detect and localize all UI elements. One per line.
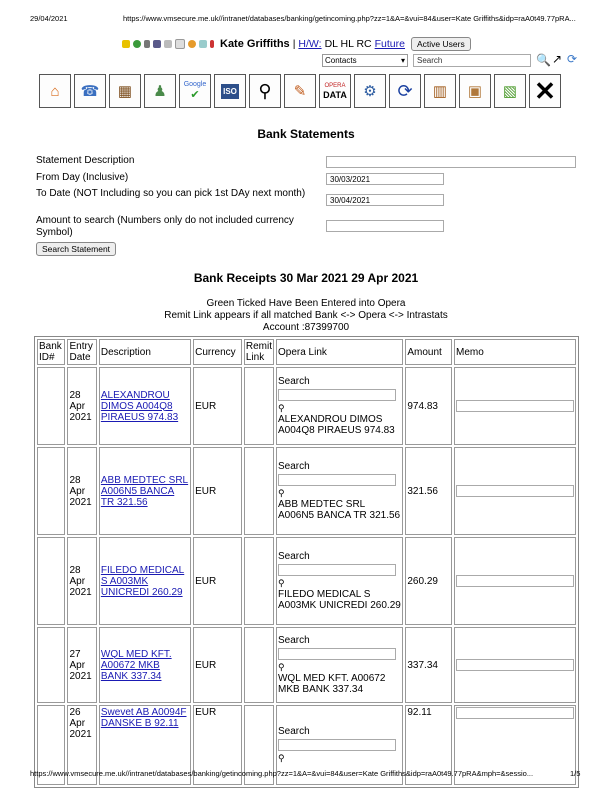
col-amount: Amount bbox=[405, 339, 452, 365]
amount-input[interactable] bbox=[326, 220, 444, 232]
user-codes: DL HL RC bbox=[324, 38, 372, 50]
col-bank-id: Bank ID# bbox=[37, 339, 65, 365]
cashier-icon[interactable]: ▦ bbox=[109, 74, 141, 108]
pen-icon[interactable] bbox=[144, 40, 150, 48]
window-icon[interactable] bbox=[164, 40, 172, 48]
search-zoom-icon[interactable]: 🔍 bbox=[536, 53, 551, 67]
opera-search-input[interactable] bbox=[278, 389, 396, 401]
hw-link[interactable]: H/W: bbox=[298, 38, 322, 50]
shopping-basket-icon[interactable]: ▥ bbox=[424, 74, 456, 108]
table-row bbox=[37, 627, 576, 703]
opera-link-cell bbox=[276, 627, 403, 703]
remit-link-cell bbox=[244, 627, 274, 703]
smiley-icon[interactable] bbox=[188, 40, 196, 48]
gears-icon[interactable]: ⚙ bbox=[354, 74, 386, 108]
bank-id-cell bbox=[37, 447, 65, 535]
opera-data-icon[interactable] bbox=[319, 74, 351, 108]
col-description: Description bbox=[99, 339, 191, 365]
memo-cell bbox=[454, 537, 576, 625]
opera-search-label: Search bbox=[277, 635, 310, 646]
entry-date-cell: 28 Apr 2021 bbox=[67, 367, 96, 445]
contacts-select-value: Contacts bbox=[325, 56, 357, 65]
from-day-input[interactable]: 30/03/2021 bbox=[326, 173, 444, 185]
remit-link-cell bbox=[244, 367, 274, 445]
page-icon[interactable] bbox=[175, 39, 185, 49]
opera-link-cell bbox=[276, 537, 403, 625]
currency-cell: EUR bbox=[193, 447, 242, 535]
description-label: Statement Description bbox=[36, 155, 135, 166]
opera-label: OPERA bbox=[324, 83, 346, 89]
description-link[interactable]: Swevet AB A0094F DANSKE B 92.11 bbox=[100, 707, 187, 729]
memo-cell bbox=[454, 367, 576, 445]
col-remit-link: Remit Link bbox=[245, 341, 272, 363]
user-bar bbox=[122, 37, 471, 51]
chevron-down-icon: ▾ bbox=[400, 56, 405, 65]
globe-icon[interactable] bbox=[133, 40, 141, 48]
iso-icon[interactable] bbox=[214, 74, 246, 108]
separator: | bbox=[292, 38, 296, 50]
refresh-icon[interactable]: ⟳ bbox=[389, 74, 421, 108]
receipts-table bbox=[34, 336, 579, 788]
magnifier-icon[interactable]: ⚲ bbox=[277, 753, 285, 763]
current-user: Kate Griffiths bbox=[220, 38, 290, 50]
opera-match-text: FILEDO MEDICAL S A003MK UNICREDI 260.29 bbox=[277, 589, 401, 611]
table-header-row bbox=[37, 339, 576, 365]
table-row bbox=[37, 447, 576, 535]
remit-link-cell bbox=[244, 537, 274, 625]
magnifier-icon[interactable]: ⚲ bbox=[277, 488, 285, 498]
opera-link-cell bbox=[276, 367, 403, 445]
iso-label: ISO bbox=[221, 84, 239, 99]
opera-search-input[interactable] bbox=[278, 564, 396, 576]
opera-search-label: Search bbox=[277, 461, 310, 472]
close-x-icon[interactable]: ✕ bbox=[529, 74, 561, 108]
print-date: 29/04/2021 bbox=[30, 14, 68, 23]
toolbar bbox=[39, 74, 564, 108]
amount-cell: 321.56 bbox=[405, 447, 452, 535]
to-date-label: To Date (NOT Including so you can pick 1st DAy next month) bbox=[36, 188, 306, 199]
col-currency: Currency bbox=[193, 339, 242, 365]
opera-match-text: ABB MEDTEC SRL A006N5 BANCA TR 321.56 bbox=[277, 499, 401, 521]
amount-cell: 974.83 bbox=[405, 367, 452, 445]
home-icon[interactable]: ⌂ bbox=[39, 74, 71, 108]
receipts-note-green: Green Ticked Have Been Entered into Opera bbox=[206, 298, 406, 309]
opera-search-input[interactable] bbox=[278, 648, 396, 660]
magnifier-icon[interactable]: ⚲ bbox=[277, 403, 285, 413]
currency-cell: EUR bbox=[193, 627, 242, 703]
opera-search-label: Search bbox=[277, 726, 310, 737]
table-row bbox=[37, 367, 576, 445]
active-users-button[interactable]: Active Users bbox=[411, 37, 471, 51]
description-cell bbox=[99, 537, 191, 625]
magnifier-icon[interactable]: ⚲ bbox=[277, 662, 285, 672]
description-link[interactable]: ABB MEDTEC SRL A006N5 BANCA TR 321.56 bbox=[100, 474, 189, 508]
receipts-title: Bank Receipts 30 Mar 2021 29 Apr 2021 bbox=[193, 271, 419, 285]
memo-input[interactable] bbox=[456, 400, 574, 412]
opera-search-label: Search bbox=[277, 551, 310, 562]
description-link[interactable]: WQL MED KFT. A00672 MKB BANK 337.34 bbox=[100, 648, 172, 682]
description-cell bbox=[99, 627, 191, 703]
from-day-label: From Day (Inclusive) bbox=[36, 172, 129, 183]
memo-input[interactable] bbox=[456, 485, 574, 497]
reload-icon[interactable]: ⟳ bbox=[567, 52, 578, 66]
currency-cell: EUR bbox=[193, 537, 242, 625]
receipts-note-remit: Remit Link appears if all matched Bank <-> Opera <-> Intrastats bbox=[164, 310, 448, 321]
magnifier-icon[interactable]: ⚲ bbox=[277, 578, 285, 588]
to-date-input[interactable]: 30/04/2021 bbox=[326, 194, 444, 206]
memo-input[interactable] bbox=[456, 659, 574, 671]
external-link-icon[interactable]: ↗ bbox=[552, 52, 563, 66]
phone-icon[interactable]: ☎ bbox=[74, 74, 106, 108]
page-title: Bank Statements bbox=[257, 127, 355, 141]
description-cell bbox=[99, 367, 191, 445]
col-entry-date: Entry Date bbox=[67, 339, 96, 365]
opera-link-cell bbox=[276, 447, 403, 535]
table-row bbox=[37, 537, 576, 625]
amount-cell: 260.29 bbox=[405, 537, 452, 625]
star-icon[interactable] bbox=[122, 40, 130, 48]
bank-id-cell bbox=[37, 367, 65, 445]
box-icon[interactable]: ▣ bbox=[459, 74, 491, 108]
remit-link-cell bbox=[244, 447, 274, 535]
print-footer-url: https://www.vmsecure.me.uk//intranet/databases/banking/getincoming.php?zz=1&A=&vui=84&user=Kate Griffiths&idp=raA0t49.77pRA&mph=&sessio... bbox=[30, 769, 534, 778]
entry-date-cell: 26 Apr 2021 bbox=[67, 705, 96, 785]
bank-id-cell bbox=[37, 627, 65, 703]
print-page-number: 1/5 bbox=[570, 769, 581, 778]
description-link[interactable]: ALEXANDROU DIMOS A004Q8 PIRAEUS 974.83 bbox=[100, 389, 179, 423]
global-search-input[interactable]: Search bbox=[413, 54, 531, 67]
google-icon[interactable]: Google ✔ bbox=[179, 74, 211, 108]
col-memo: Memo bbox=[454, 339, 576, 365]
memo-input[interactable] bbox=[456, 707, 574, 719]
opera-match-text: WQL MED KFT. A00672 MKB BANK 337.34 bbox=[277, 673, 386, 695]
entry-date-cell: 28 Apr 2021 bbox=[67, 537, 96, 625]
amount-cell: 92.11 bbox=[405, 705, 452, 785]
users-icon[interactable]: ♟ bbox=[144, 74, 176, 108]
opera-search-label: Search bbox=[277, 376, 310, 387]
description-cell bbox=[99, 447, 191, 535]
data-label: DATA bbox=[323, 90, 347, 100]
col-opera-link: Opera Link bbox=[276, 339, 403, 365]
tools-icon[interactable] bbox=[153, 40, 161, 48]
opera-match-text: ALEXANDROU DIMOS A004Q8 PIRAEUS 974.83 bbox=[277, 414, 395, 436]
memo-cell bbox=[454, 627, 576, 703]
google-label: Google bbox=[183, 81, 207, 88]
amount-cell: 337.34 bbox=[405, 627, 452, 703]
chat-icon[interactable] bbox=[199, 40, 207, 48]
contacts-select[interactable] bbox=[322, 54, 408, 67]
currency-cell: EUR bbox=[193, 367, 242, 445]
opera-search-input[interactable] bbox=[278, 739, 396, 751]
search-statement-button[interactable]: Search Statement bbox=[36, 242, 116, 256]
description-link[interactable]: FILEDO MEDICAL S A003MK UNICREDI 260.29 bbox=[100, 564, 185, 598]
bank-id-cell bbox=[37, 537, 65, 625]
magnifier-icon[interactable]: ⚲ bbox=[249, 74, 281, 108]
future-link[interactable]: Future bbox=[374, 38, 405, 50]
amount-label: Amount to search (Numbers only do not included currency Symbol) bbox=[36, 215, 294, 238]
memo-input[interactable] bbox=[456, 575, 574, 587]
print-url: https://www.vmsecure.me.uk//intranet/databases/banking/getincoming.php?zz=1&A=&vui=84&user=Kate Griffiths&idp=raA0t49.77pRA... bbox=[123, 14, 576, 23]
currency-cell: EUR bbox=[193, 705, 242, 785]
entry-date-cell: 28 Apr 2021 bbox=[67, 447, 96, 535]
memo-cell bbox=[454, 447, 576, 535]
tag-icon[interactable] bbox=[210, 40, 214, 48]
description-input[interactable] bbox=[326, 156, 576, 168]
opera-search-input[interactable] bbox=[278, 474, 396, 486]
entry-date-cell: 27 Apr 2021 bbox=[67, 627, 96, 703]
book-icon[interactable]: ▧ bbox=[494, 74, 526, 108]
notepad-icon[interactable]: ✎ bbox=[284, 74, 316, 108]
account-number: Account :87399700 bbox=[262, 322, 350, 333]
